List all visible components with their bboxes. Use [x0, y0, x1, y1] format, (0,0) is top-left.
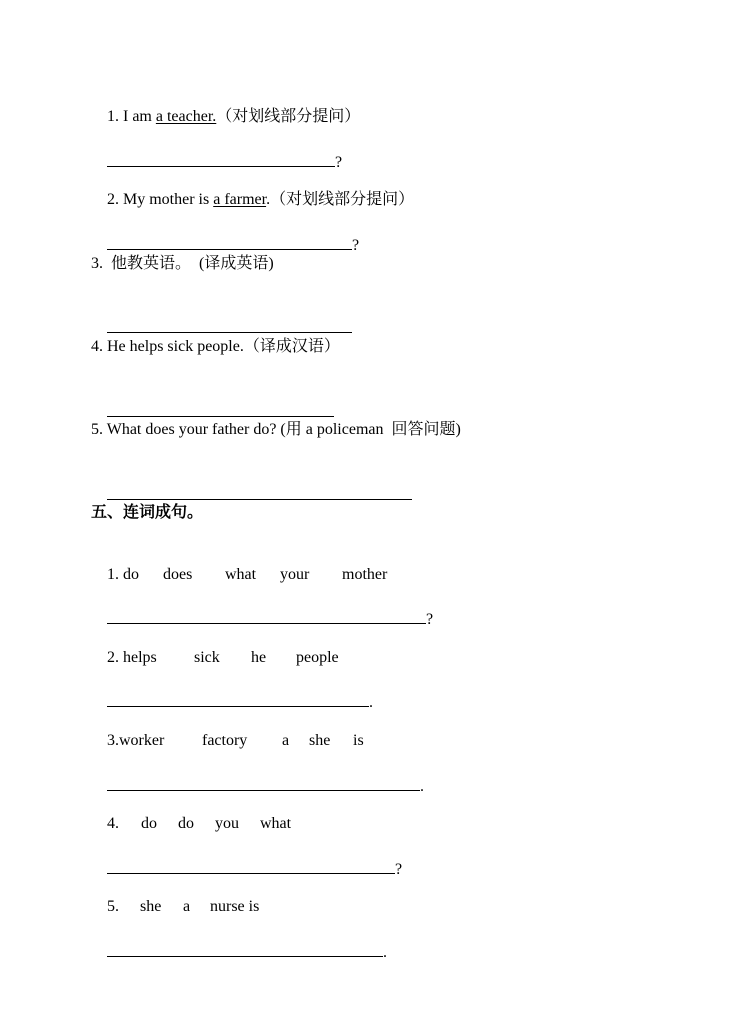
answer-2-end: ?	[352, 237, 360, 254]
scramble-blank-2[interactable]	[107, 690, 369, 707]
word: is	[353, 732, 364, 749]
scramble-3-end: .	[420, 778, 424, 795]
scramble-1-end: ?	[426, 611, 434, 628]
word: 1. do	[107, 566, 139, 583]
scramble-blank-3[interactable]	[107, 774, 420, 791]
question-2-prefix: 2. My mother is	[107, 191, 214, 208]
question-1-underlined: a teacher.	[155, 108, 217, 125]
word: nurse is	[210, 898, 260, 915]
scramble-answer-5[interactable]	[91, 920, 387, 983]
word: does	[163, 566, 193, 583]
scramble-2-end: .	[369, 694, 373, 711]
scramble-blank-5[interactable]	[107, 940, 383, 957]
word: mother	[342, 566, 388, 583]
section-heading: 五、连词成句。	[91, 504, 204, 521]
scramble-5-end: .	[383, 944, 387, 961]
question-5: 5. What does your father do? (用 a policeman 回答问题)	[91, 421, 461, 438]
scramble-blank-4[interactable]	[107, 857, 395, 874]
word: 4.	[107, 815, 119, 832]
scramble-4-end: ?	[395, 861, 403, 878]
word: 2. helps	[107, 649, 157, 666]
answer-1-end: ?	[335, 154, 343, 171]
answer-blank-3[interactable]	[107, 316, 352, 333]
word: sick	[194, 649, 220, 666]
question-1-prefix: 1. I am	[107, 108, 156, 125]
answer-blank-5[interactable]	[107, 483, 412, 500]
word: 3.worker	[107, 732, 165, 749]
word: 5.	[107, 898, 119, 915]
word: factory	[202, 732, 248, 749]
word: what	[260, 815, 292, 832]
answer-blank-2[interactable]	[107, 233, 352, 250]
word: what	[225, 566, 257, 583]
word: you	[215, 815, 239, 832]
word: he	[251, 649, 267, 666]
word: people	[296, 649, 339, 666]
word: a	[183, 898, 191, 915]
word: she	[309, 732, 331, 749]
question-2-underlined: a farmer	[213, 191, 267, 208]
answer-blank-4[interactable]	[107, 400, 334, 417]
scramble-blank-1[interactable]	[107, 607, 426, 624]
word: do	[141, 815, 157, 832]
question-1-note: （对划线部分提问）	[216, 108, 361, 125]
word: a	[282, 732, 290, 749]
question-4: 4. He helps sick people.（译成汉语）	[91, 338, 340, 355]
answer-blank-1[interactable]	[107, 150, 335, 167]
word: do	[178, 815, 194, 832]
word: she	[140, 898, 162, 915]
question-3: 3. 他教英语。 (译成英语)	[91, 255, 274, 272]
word: your	[280, 566, 310, 583]
question-2-note: .（对划线部分提问）	[266, 191, 415, 208]
